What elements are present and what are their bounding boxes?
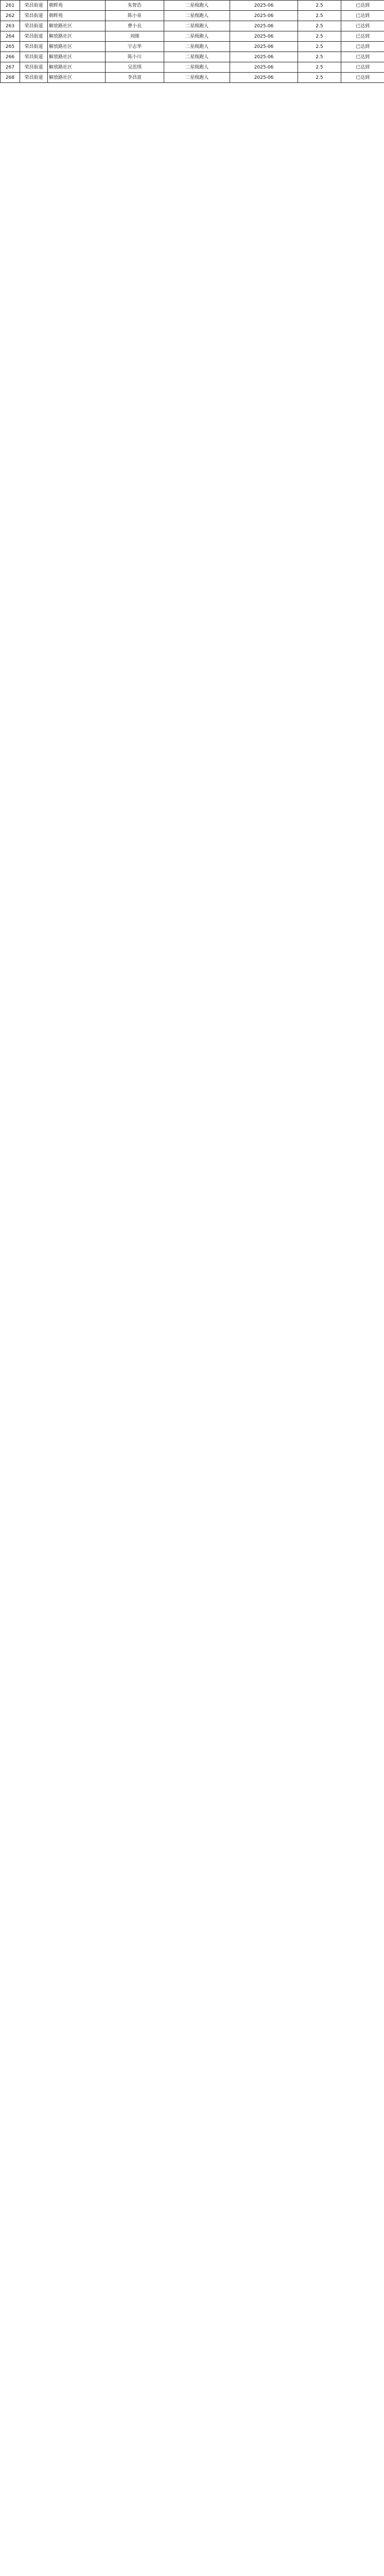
table-row [1,42,384,52]
period-cell: 2025-06 [230,11,298,21]
name-cell: 曹小良 [106,21,164,31]
period-cell: 2025-06 [230,42,298,52]
unit-cell: 解放路社区 [48,21,106,31]
role-cell: 二星级跑人 [164,11,230,21]
table-row [1,1,384,11]
role-cell: 二星级跑人 [164,73,230,83]
status-cell: 已达到 [341,62,384,73]
name-cell: 朱智浩 [106,1,164,11]
role-cell: 二星级跑人 [164,31,230,42]
street-cell: 荣昌街道 [20,52,48,62]
street-cell: 荣昌街道 [20,73,48,83]
table-row [1,73,384,83]
row-number: 262 [1,11,20,21]
score-cell: 2.5 [298,73,341,83]
score-cell: 2.5 [298,1,341,11]
score-cell: 2.5 [298,42,341,52]
table-row [1,21,384,31]
period-cell: 2025-06 [230,21,298,31]
unit-cell: 解放路社区 [48,62,106,73]
period-cell: 2025-06 [230,52,298,62]
street-cell: 荣昌街道 [20,21,48,31]
status-cell: 已达到 [341,42,384,52]
table-body [1,1,384,83]
row-number: 264 [1,31,20,42]
row-number: 261 [1,1,20,11]
period-cell: 2025-06 [230,62,298,73]
row-number: 263 [1,21,20,31]
status-cell: 已达到 [341,73,384,83]
name-cell: 宇志华 [106,42,164,52]
status-cell: 已达到 [341,52,384,62]
name-cell: 刘刚 [106,31,164,42]
unit-cell: 解放路社区 [48,31,106,42]
row-number: 265 [1,42,20,52]
role-cell: 二星级跑人 [164,62,230,73]
name-cell: 陈小川 [106,52,164,62]
score-cell: 2.5 [298,11,341,21]
unit-cell: 解放路社区 [48,42,106,52]
status-cell: 已达到 [341,21,384,31]
score-cell: 2.5 [298,21,341,31]
unit-cell: 解放路社区 [48,73,106,83]
role-cell: 二星级跑人 [164,42,230,52]
unit-cell: 朝晖苑 [48,11,106,21]
street-cell: 荣昌街道 [20,31,48,42]
row-number: 267 [1,62,20,73]
street-cell: 荣昌街道 [20,42,48,52]
street-cell: 荣昌街道 [20,1,48,11]
row-number: 266 [1,52,20,62]
role-cell: 二星级跑人 [164,52,230,62]
role-cell: 二星级跑人 [164,1,230,11]
table-row [1,52,384,62]
score-cell: 2.5 [298,62,341,73]
street-cell: 荣昌街道 [20,62,48,73]
name-cell: 吴思琪 [106,62,164,73]
status-cell: 已达到 [341,31,384,42]
table-row [1,11,384,21]
status-cell: 已达到 [341,11,384,21]
role-cell: 二星级跑人 [164,21,230,31]
roster-table [0,0,384,83]
score-cell: 2.5 [298,52,341,62]
status-cell: 已达到 [341,1,384,11]
name-cell: 李昌富 [106,73,164,83]
street-cell: 荣昌街道 [20,11,48,21]
name-cell: 陈小泉 [106,11,164,21]
unit-cell: 朝晖苑 [48,1,106,11]
table-row [1,31,384,42]
score-cell: 2.5 [298,31,341,42]
row-number: 268 [1,73,20,83]
period-cell: 2025-06 [230,73,298,83]
unit-cell: 解放路社区 [48,52,106,62]
period-cell: 2025-06 [230,1,298,11]
period-cell: 2025-06 [230,31,298,42]
table-row [1,62,384,73]
